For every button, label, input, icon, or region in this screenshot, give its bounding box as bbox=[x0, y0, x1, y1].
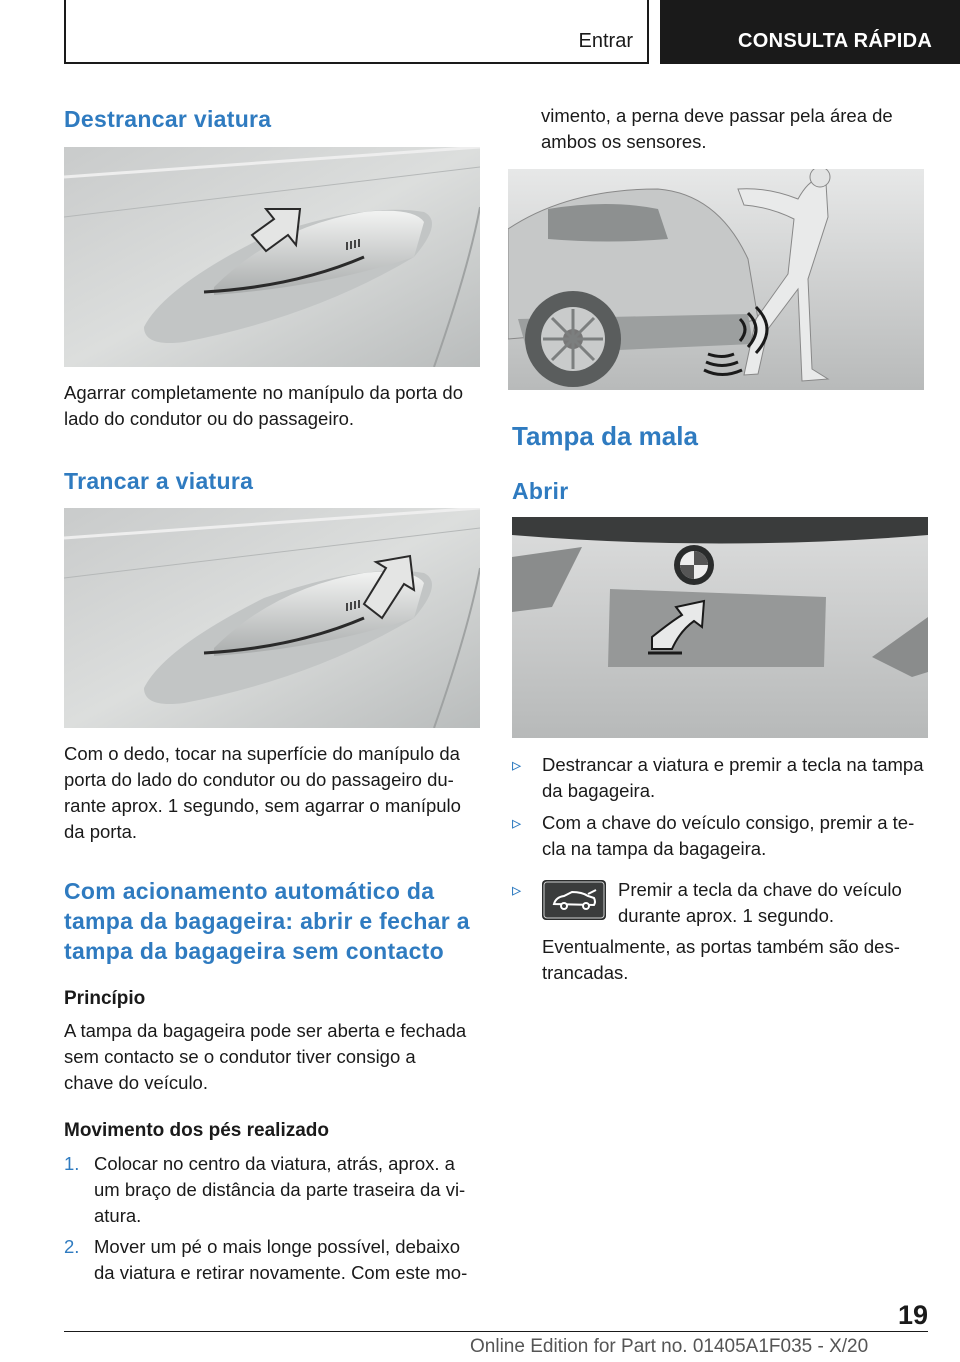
step-text bbox=[94, 1151, 465, 1229]
step-1 bbox=[64, 1151, 484, 1231]
trunk-button-figure bbox=[512, 517, 928, 738]
lock-heading: Trancar a viatura bbox=[64, 468, 254, 494]
auto-heading-line: tampa da bagageira: abrir e fechar a bbox=[64, 908, 470, 934]
bullet-text bbox=[618, 877, 902, 929]
unlock-text-line: Agarrar completamente no manípulo da porta do bbox=[64, 382, 464, 403]
bullet-triangle-icon: ▹ bbox=[512, 812, 522, 833]
bullet-text-line: durante aprox. 1 segundo. bbox=[618, 905, 834, 926]
unlock-text-line: lado do condutor ou do passageiro. bbox=[64, 408, 355, 429]
header-section-tab[interactable] bbox=[64, 0, 649, 64]
movement-heading: Movimento dos pés realizado bbox=[64, 1120, 329, 1141]
step-text-line: um braço de distância da parte traseira da vi- bbox=[94, 1179, 466, 1200]
principle-heading: Princípio bbox=[64, 988, 146, 1009]
car-key-tailgate-icon bbox=[542, 880, 606, 920]
header-chapter-tab[interactable] bbox=[660, 0, 960, 64]
kick-sensor-figure bbox=[508, 169, 924, 390]
lock-text-line: rante aprox. 1 segundo, sem agarrar o manípulo bbox=[64, 795, 461, 816]
bullet-key-button bbox=[512, 877, 932, 937]
doors-unlock-note bbox=[542, 934, 932, 986]
movement-continuation bbox=[541, 103, 931, 155]
bullet-text-line: da bagageira. bbox=[542, 780, 656, 801]
bullet-key-press-tailgate bbox=[512, 810, 932, 866]
note-line: trancadas. bbox=[542, 962, 629, 983]
header-section-label: Entrar bbox=[578, 30, 633, 52]
lock-text-line: porta do lado do condutor ou do passageiro du- bbox=[64, 769, 454, 790]
bullet-text bbox=[542, 810, 914, 862]
page-number: 19 bbox=[897, 1300, 928, 1330]
principle-text-line: A tampa da bagageira pode ser aberta e fechada bbox=[64, 1020, 467, 1041]
door-handle-touch-figure bbox=[64, 508, 480, 728]
auto-tailgate-heading bbox=[64, 876, 484, 966]
unlock-description bbox=[64, 380, 480, 432]
bullet-text-line: cla na tampa da bagageira. bbox=[542, 838, 767, 859]
step-text-line: Colocar no centro da viatura, atrás, aprox. a bbox=[94, 1153, 455, 1174]
continuation-line: vimento, a perna deve passar pela área de bbox=[541, 105, 893, 126]
lock-description bbox=[64, 741, 484, 845]
step-2 bbox=[64, 1234, 484, 1290]
auto-heading-line: Com acionamento automático da bbox=[64, 878, 435, 904]
principle-description bbox=[64, 1018, 484, 1096]
step-number: 1. bbox=[64, 1153, 80, 1174]
bullet-triangle-icon: ▹ bbox=[512, 754, 522, 775]
edition-info: Online Edition for Part no. 01405A1F035 - X/20 bbox=[470, 1336, 869, 1357]
step-text-line: da viatura e retirar novamente. Com este mo- bbox=[94, 1262, 468, 1283]
step-text-line: atura. bbox=[94, 1205, 142, 1226]
step-text-line: Mover um pé o mais longe possível, debaixo bbox=[94, 1236, 461, 1257]
step-number: 2. bbox=[64, 1236, 80, 1257]
header-chapter-label: CONSULTA RÁPIDA bbox=[738, 30, 933, 52]
bullet-unlock-and-press bbox=[512, 752, 932, 808]
bullet-text bbox=[542, 752, 923, 804]
footer-divider bbox=[64, 1331, 928, 1332]
trunk-heading: Tampa da mala bbox=[512, 421, 698, 451]
continuation-line: ambos os sensores. bbox=[541, 131, 707, 152]
door-handle-grab-figure bbox=[64, 147, 480, 367]
note-line: Eventualmente, as portas também são des- bbox=[542, 936, 900, 957]
auto-heading-line: tampa da bagageira sem contacto bbox=[64, 938, 444, 964]
bullet-text-line: Destrancar a viatura e premir a tecla na tampa bbox=[542, 754, 924, 775]
lock-text-line: da porta. bbox=[64, 821, 138, 842]
open-heading: Abrir bbox=[512, 478, 569, 504]
lock-text-line: Com o dedo, tocar na superfície do manípulo da bbox=[64, 743, 460, 764]
step-text bbox=[94, 1234, 467, 1286]
unlock-heading: Destrancar viatura bbox=[64, 106, 272, 132]
bullet-text-line: Premir a tecla da chave do veículo bbox=[618, 879, 902, 900]
principle-text-line: sem contacto se o condutor tiver consigo a bbox=[64, 1046, 416, 1067]
bullet-triangle-icon: ▹ bbox=[512, 879, 522, 900]
bullet-text-line: Com a chave do veículo consigo, premir a te- bbox=[542, 812, 915, 833]
principle-text-line: chave do veículo. bbox=[64, 1072, 208, 1093]
